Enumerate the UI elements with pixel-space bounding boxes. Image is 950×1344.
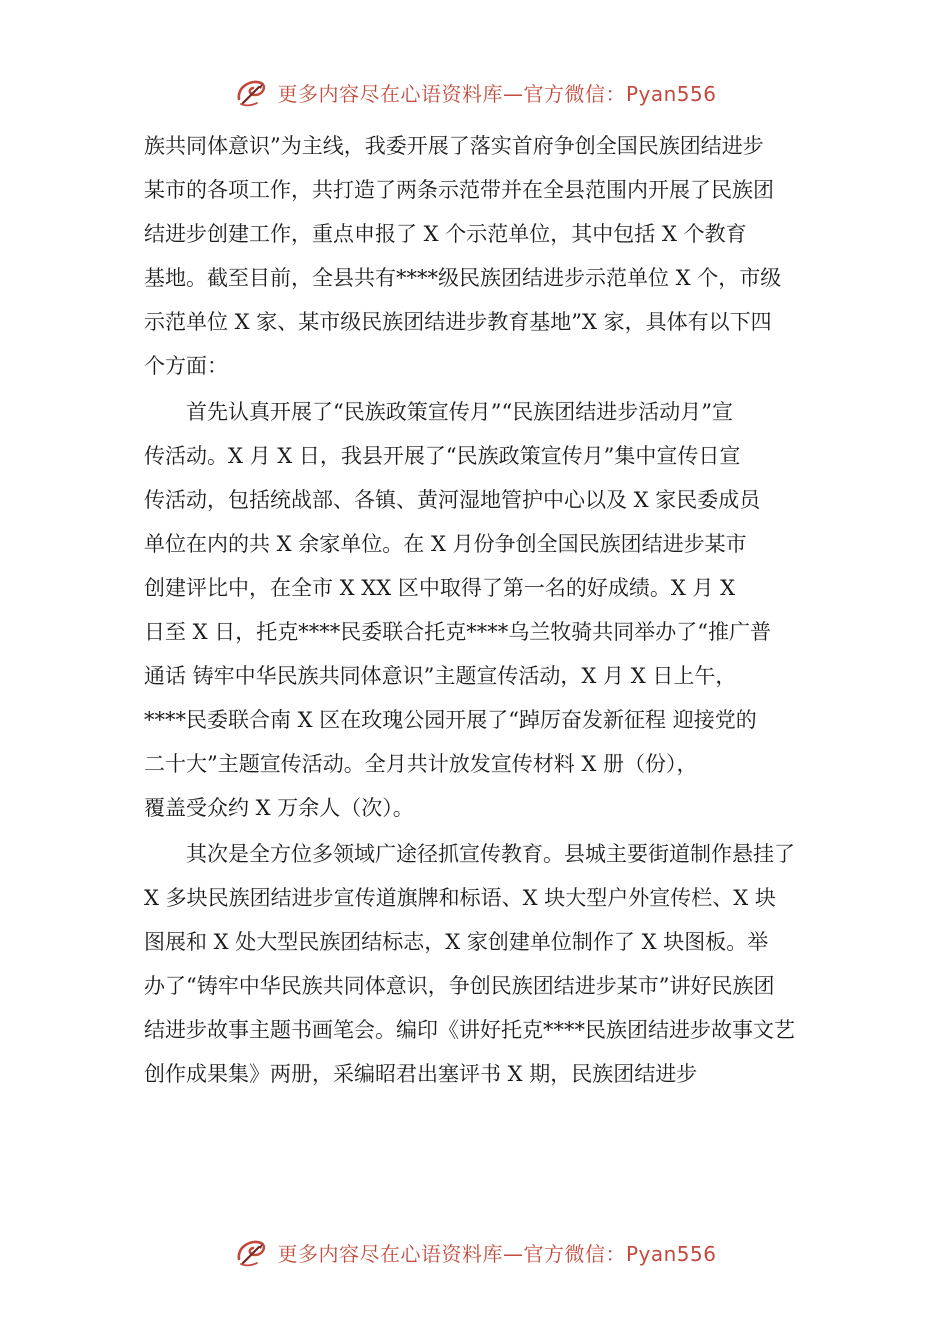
- text-line: 传活动，包括统战部、各镇、黄河湿地管护中心以及 X 家民委成员: [144, 488, 761, 512]
- text-line: 传活动。X 月 X 日，我县开展了“民族政策宣传月”集中宣传日宣: [144, 444, 741, 468]
- pen-swirl-logo-icon: [233, 73, 271, 111]
- text-line: ****民委联合南 X 区在玫瑰公园开展了“踔厉奋发新征程 迎接党的: [144, 708, 757, 732]
- text-line: 族共同体意识”为主线，我委开展了落实首府争创全国民族团结进步: [144, 134, 764, 158]
- text-line: 图展和 X 处大型民族团结标志，X 家创建单位制作了 X 块图板。举: [144, 930, 769, 954]
- text-line: X 多块民族团结进步宣传道旗牌和标语、X 块大型户外宣传栏、X 块: [144, 886, 776, 910]
- text-line: 覆盖受众约 X 万余人（次）。: [144, 796, 414, 820]
- text-line: 基地。截至目前，全县共有****级民族团结进步示范单位 X 个，市级: [144, 266, 782, 290]
- paragraph-start-line: 首先认真开展了“民族政策宣传月”“民族团结进步活动月”宣: [144, 400, 733, 424]
- text-line: 某市的各项工作，共打造了两条示范带并在全县范围内开展了民族团: [144, 178, 774, 202]
- text-line: 日至 X 日，托克****民委联合托克****乌兰牧骑共同举办了“推广普: [144, 620, 772, 644]
- text-line: 示范单位 X 家、某市级民族团结进步教育基地”X 家，具体有以下四: [144, 310, 772, 334]
- text-line: 创作成果集》两册，采编昭君出塞评书 X 期，民族团结进步: [144, 1062, 698, 1086]
- header-watermark-text: 更多内容尽在心语资料库—官方微信：Pyan556: [277, 81, 717, 106]
- text-line: 单位在内的共 X 余家单位。在 X 月份争创全国民族团结进步某市: [144, 532, 747, 556]
- text-line: 办了“铸牢中华民族共同体意识，争创民族团结进步某市”讲好民族团: [144, 974, 775, 998]
- footer-watermark: [0, 1232, 950, 1272]
- text-line: 二十大”主题宣传活动。全月共计放发宣传材料 X 册（份），: [144, 752, 698, 776]
- document-body: [144, 124, 824, 1096]
- pen-swirl-logo-icon: [233, 1233, 271, 1271]
- text-line: 通话 铸牢中华民族共同体意识”主题宣传活动，X 月 X 日上午，: [144, 664, 737, 688]
- paragraph-start-line: 其次是全方位多领域广途径抓宣传教育。县城主要街道制作悬挂了: [144, 842, 795, 866]
- text-line: 创建评比中，在全市 X XX 区中取得了第一名的好成绩。X 月 X: [144, 576, 736, 600]
- text-line: 结进步故事主题书画笔会。编印《讲好托克****民族团结进步故事文艺: [144, 1018, 795, 1042]
- text-line: 结进步创建工作，重点申报了 X 个示范单位，其中包括 X 个教育: [144, 222, 747, 246]
- footer-watermark-text: 更多内容尽在心语资料库—官方微信：Pyan556: [277, 1241, 717, 1266]
- text-line: 个方面：: [144, 354, 228, 378]
- header-watermark: [0, 72, 950, 112]
